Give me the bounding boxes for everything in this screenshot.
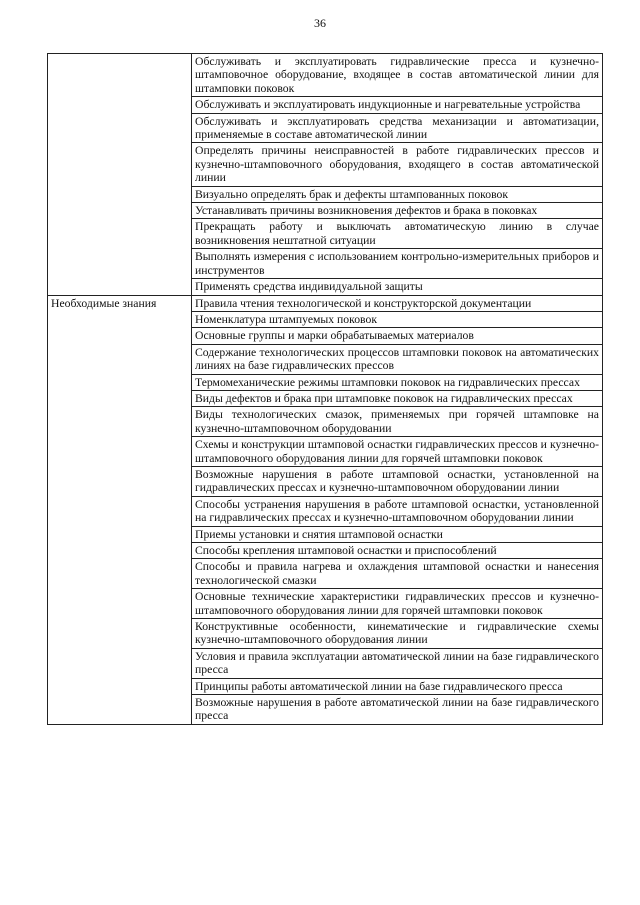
table-body <box>48 54 603 725</box>
table-row <box>48 54 603 97</box>
requirement-text: Обслуживать и эксплуатировать средства механизации и автоматизации, применяемые в составе автоматической линии <box>192 113 603 143</box>
table-row <box>48 295 603 311</box>
section-label <box>48 54 192 296</box>
requirement-text: Определять причины неисправностей в работе гидравлических прессов и кузнечно-штамповочного оборудования, входящего в состав автоматической линии <box>192 143 603 186</box>
requirement-text: Схемы и конструкции штамповой оснастки гидравлических прессов и кузнечно-штамповочного оборудования линии для горячей штамповки поковок <box>192 437 603 467</box>
section-label: Необходимые знания <box>48 295 192 724</box>
requirement-text: Виды технологических смазок, применяемых при горячей штамповке на кузнечно-штамповочном оборудовании <box>192 407 603 437</box>
requirement-text: Прекращать работу и выключать автоматическую линию в случае возникновения нештатной ситуации <box>192 219 603 249</box>
requirement-text: Устанавливать причины возникновения дефектов и брака в поковках <box>192 203 603 219</box>
requirement-text: Номенклатура штампуемых поковок <box>192 311 603 327</box>
requirement-text: Условия и правила эксплуатации автоматической линии на базе гидравлического пресса <box>192 648 603 678</box>
requirement-text: Приемы установки и снятия штамповой оснастки <box>192 526 603 542</box>
requirement-text: Способы крепления штамповой оснастки и приспособлений <box>192 543 603 559</box>
requirement-text: Визуально определять брак и дефекты штампованных поковок <box>192 186 603 202</box>
requirement-text: Виды дефектов и брака при штамповке поковок на гидравлических прессах <box>192 390 603 406</box>
requirement-text: Обслуживать и эксплуатировать гидравлические пресса и кузнечно-штамповочное оборудование, входящее в состав автоматической линии для штамповки поковок <box>192 54 603 97</box>
requirement-text: Обслуживать и эксплуатировать индукционные и нагревательные устройства <box>192 97 603 113</box>
requirement-text: Применять средства индивидуальной защиты <box>192 279 603 295</box>
requirement-text: Возможные нарушения в работе автоматической линии на базе гидравлического пресса <box>192 695 603 725</box>
requirement-text: Принципы работы автоматической линии на базе гидравлического пресса <box>192 678 603 694</box>
requirement-text: Основные группы и марки обрабатываемых материалов <box>192 328 603 344</box>
requirement-text: Содержание технологических процессов штамповки поковок на автоматических линиях на базе гидравлических прессов <box>192 344 603 374</box>
requirement-text: Основные технические характеристики гидравлических прессов и кузнечно-штамповочного оборудования линии для горячей штамповки поковок <box>192 589 603 619</box>
requirements-table <box>47 53 603 725</box>
requirement-text: Возможные нарушения в работе штамповой оснастки, установленной на гидравлических прессах и кузнечно-штамповочном оборудовании линии <box>192 466 603 496</box>
requirement-text: Конструктивные особенности, кинематические и гидравлические схемы кузнечно-штамповочного оборудования линии <box>192 619 603 649</box>
requirement-text: Правила чтения технологической и конструкторской документации <box>192 295 603 311</box>
requirement-text: Термомеханические режимы штамповки поковок на гидравлических прессах <box>192 374 603 390</box>
requirement-text: Способы и правила нагрева и охлаждения штамповой оснастки и нанесения технологической смазки <box>192 559 603 589</box>
page-number: 36 <box>314 16 326 30</box>
requirement-text: Способы устранения нарушения в работе штамповой оснастки, установленной на гидравлических прессах и кузнечно-штамповочном оборудовании линии <box>192 496 603 526</box>
requirement-text: Выполнять измерения с использованием контрольно-измерительных приборов и инструментов <box>192 249 603 279</box>
